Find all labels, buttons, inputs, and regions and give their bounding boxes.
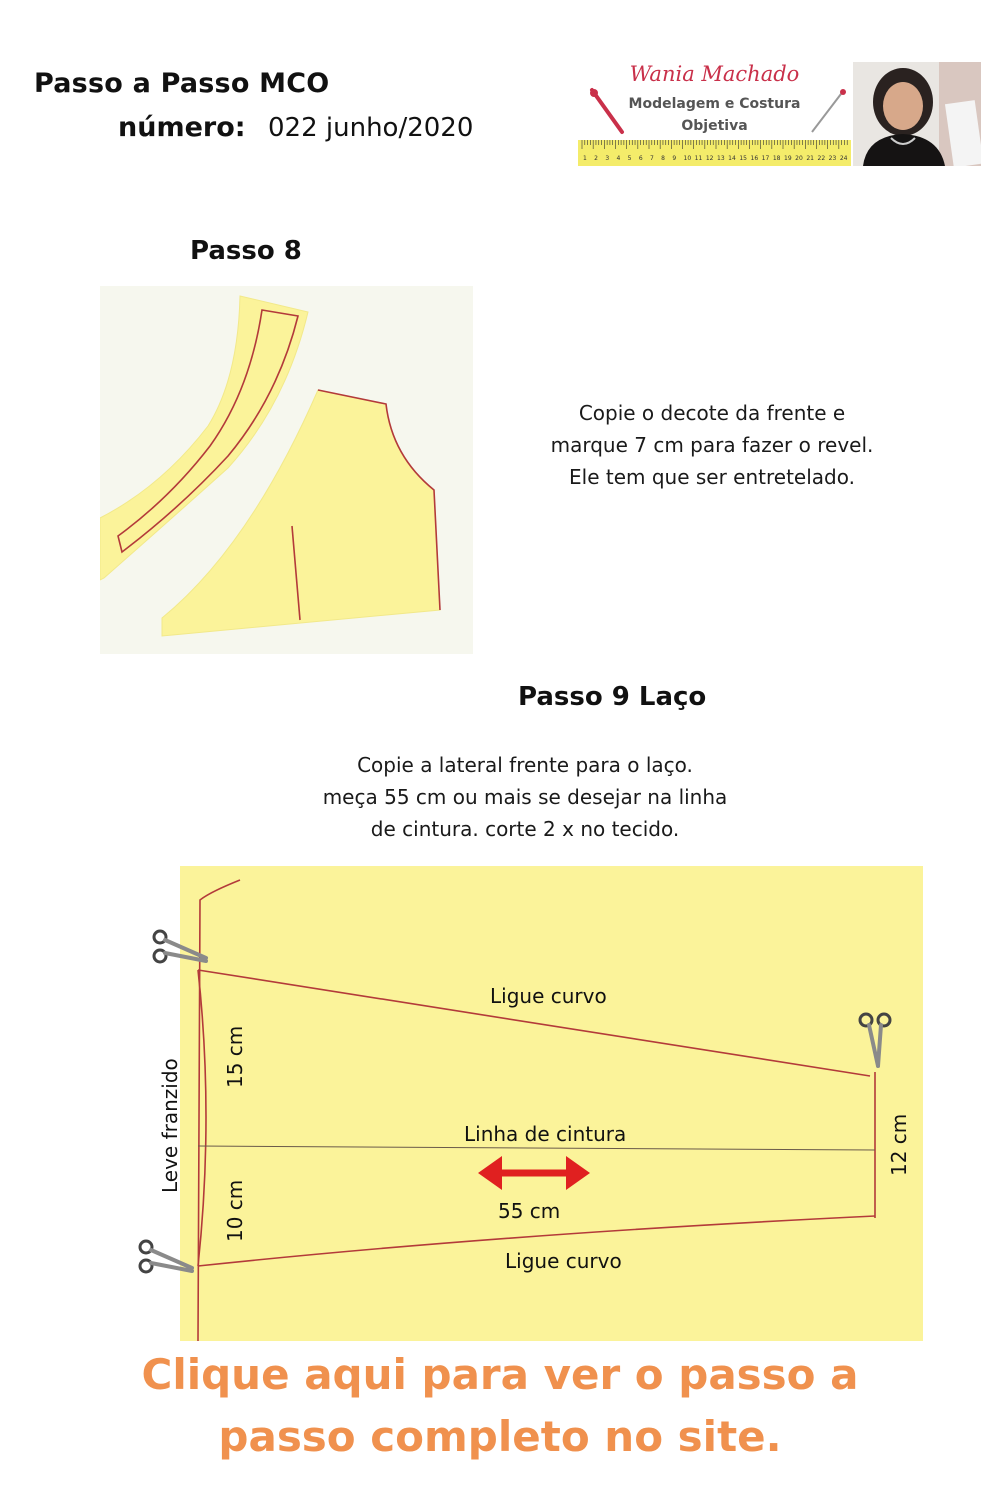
waist-line-label: Linha de cintura bbox=[464, 1122, 627, 1146]
number-label: número: bbox=[118, 112, 246, 143]
step-8-description-line: Copie o decote da frente e bbox=[578, 401, 846, 425]
ruler-number: 15 bbox=[739, 155, 747, 162]
ruler-number: 17 bbox=[761, 155, 770, 162]
side-gather-label: Leve franzido bbox=[158, 1058, 182, 1193]
step-8-pattern-image bbox=[100, 286, 473, 654]
right-height-label: 12 cm bbox=[887, 1113, 911, 1176]
ruler-number: 24 bbox=[839, 155, 848, 162]
ruler-number: 5 bbox=[627, 155, 632, 162]
number-value: 022 junho/2020 bbox=[268, 113, 474, 143]
ruler-number: 7 bbox=[650, 155, 654, 162]
step-9-pattern-image bbox=[180, 866, 923, 1341]
step-8-title: Passo 8 bbox=[190, 236, 302, 266]
bottom-curve-label: Ligue curvo bbox=[505, 1249, 622, 1273]
step-9-description-line: de cintura. corte 2 x no tecido. bbox=[370, 817, 680, 841]
lower-height-label: 10 cm bbox=[223, 1179, 247, 1242]
ruler-number: 6 bbox=[638, 155, 643, 162]
step-9-description-line: meça 55 cm ou mais se desejar na linha bbox=[322, 785, 728, 809]
ruler-number: 2 bbox=[594, 155, 598, 162]
full-tutorial-link[interactable] bbox=[0, 1344, 1000, 1468]
brand-logo bbox=[578, 60, 851, 166]
logo-brand-name: Wania Machado bbox=[629, 62, 800, 86]
ruler-number: 10 bbox=[683, 155, 692, 162]
step-8-description bbox=[500, 397, 924, 493]
ruler-number: 12 bbox=[705, 155, 714, 162]
scissors-icon bbox=[856, 1010, 896, 1070]
side-gather-label-wrap bbox=[150, 1030, 184, 1210]
cta-line-1: Clique aqui para ver o passo a bbox=[141, 1350, 859, 1399]
ruler-number: 21 bbox=[806, 155, 814, 162]
step-9-description-line: Copie a lateral frente para o laço. bbox=[357, 753, 693, 777]
step-9-title: Passo 9 Laço bbox=[518, 682, 707, 712]
ruler-number: 22 bbox=[817, 155, 826, 162]
ruler-number: 4 bbox=[616, 155, 621, 162]
ruler-number: 13 bbox=[717, 155, 725, 162]
logo-line-2: Objetiva bbox=[681, 118, 748, 134]
author-photo bbox=[853, 62, 981, 166]
document-title: Passo a Passo MCO bbox=[34, 68, 330, 99]
ruler-number: 14 bbox=[728, 155, 736, 162]
ruler-graphic bbox=[578, 140, 851, 166]
step-9-description bbox=[250, 749, 800, 845]
scissors-icon bbox=[136, 1238, 196, 1278]
cta-line-2: passo completo no site. bbox=[218, 1412, 782, 1461]
ruler-number: 20 bbox=[795, 155, 803, 162]
step-8-description-line: Ele tem que ser entretelado. bbox=[569, 465, 855, 489]
step-8-description-line: marque 7 cm para fazer o revel. bbox=[550, 433, 874, 457]
upper-height-label: 15 cm bbox=[223, 1025, 247, 1088]
ruler-number: 16 bbox=[750, 155, 759, 162]
logo-line-1: Modelagem e Costura bbox=[628, 96, 801, 112]
scissors-icon bbox=[150, 928, 210, 968]
ruler-number: 9 bbox=[672, 155, 677, 162]
ruler-number: 1 bbox=[583, 155, 587, 162]
width-label: 55 cm bbox=[498, 1199, 561, 1223]
ruler-number: 23 bbox=[828, 155, 837, 162]
ruler-number: 18 bbox=[772, 155, 781, 162]
ruler-number: 11 bbox=[694, 155, 703, 162]
ruler-number: 3 bbox=[605, 155, 610, 162]
top-curve-label: Ligue curvo bbox=[490, 984, 607, 1008]
ruler-number: 19 bbox=[784, 155, 792, 162]
ruler-number: 8 bbox=[661, 155, 665, 162]
